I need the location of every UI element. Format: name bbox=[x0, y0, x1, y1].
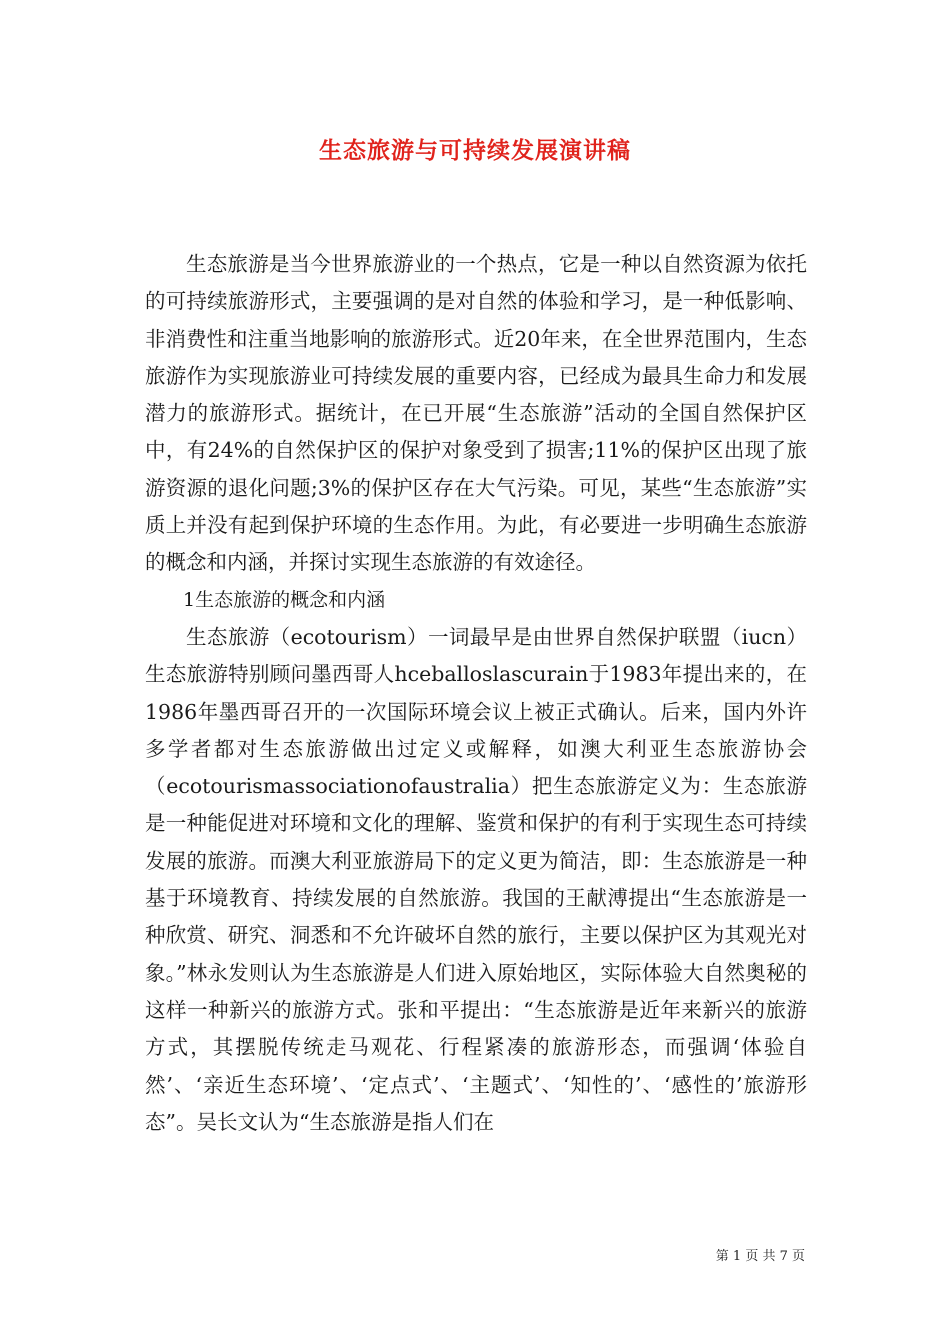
document-title: 生态旅游与可持续发展演讲稿 bbox=[319, 137, 631, 164]
page-footer: 第 1 页 共 7 页 bbox=[715, 1249, 805, 1264]
section-heading: 1生态旅游的概念和内涵 bbox=[183, 588, 386, 611]
intro-paragraph: 生态旅游是当今世界旅游业的一个热点，它是一种以自然资源为依托的可持续旅游形式，主要强调的是对自然的体验和学习，是一种低影响、非消费性和注重当地影响的旅游形式。近20年来，在全世界范围内，生态旅游作为实现旅游业可持续发展的重要内容，已经成为最具生命力和发展潜力的旅游形式。据统计，在已开展“生态旅游”活动的全国自然保护区中，有24%的自然保护区的保护对象受到了损害;11%的保护区出现了旅游资源的退化问题;3%的保护区存在大气污染。可见，某些“生态旅游”实质上并没有起到保护环境的生态作用。为此，有必要进一步明确生态旅游的概念和内涵，并探讨实现生态旅游的有效途径。 bbox=[145, 252, 807, 575]
document-body bbox=[145, 246, 807, 1141]
section-paragraph: 生态旅游（ecotourism）一词最早是由世界自然保护联盟（iucn）生态旅游特别顾问墨西哥人hceballoslascurain于1983年提出来的，在1986年墨西哥召开的一次国际环境会议上被正式确认。后来，国内外许多学者都对生态旅游做出过定义或解释，如澳大利亚生态旅游协会（ecotourismassociationofaustralia）把生态旅游定义为：生态旅游是一种能促进对环境和文化的理解、鉴赏和保护的有利于实现生态可持续发展的旅游。而澳大利亚旅游局下的定义更为简洁，即：生态旅游是一种基于环境教育、持续发展的自然旅游。我国的王献溥提出“生态旅游是一种欣赏、研究、洞悉和不允许破坏自然的旅行，主要以保护区为其观光对象。”林永发则认为生态旅游是人们进入原始地区，实际体验大自然奥秘的这样一种新兴的旅游方式。张和平提出：“生态旅游是近年来新兴的旅游方式，其摆脱传统走马观花、行程紧凑的旅游形态，而强调‘体验自然’、‘亲近生态环境’、‘定点式’、‘主题式’、‘知性的’、‘感性的’旅游形态”。吴长文认为“生态旅游是指人们在 bbox=[145, 624, 807, 1134]
